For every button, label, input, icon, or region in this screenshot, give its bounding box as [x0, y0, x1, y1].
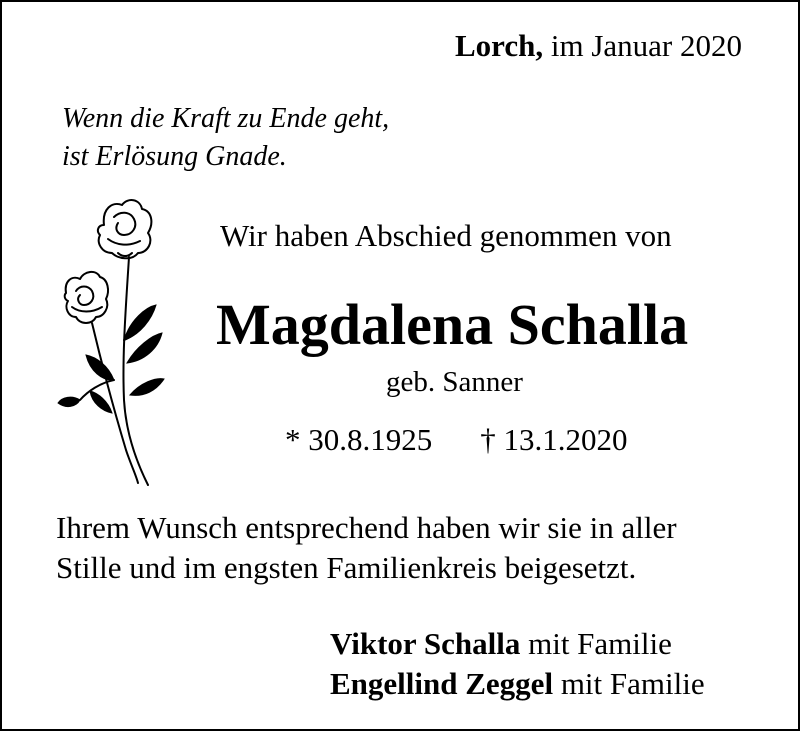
mourner-line [330, 624, 705, 664]
message-line: Stille und im engsten Familienkreis beigesetzt. [56, 550, 637, 585]
motto-quote [62, 100, 389, 176]
mourner-suffix: mit Familie [528, 626, 672, 661]
place-date-line [455, 26, 742, 66]
burial-message [56, 508, 677, 588]
notice-date: im Januar 2020 [550, 28, 742, 63]
rose-icon [52, 195, 172, 495]
intro-text: Wir haben Abschied genommen von [220, 218, 672, 253]
place-name: Lorch, [454, 28, 544, 63]
birth-date: * 30.8.1925 [285, 422, 433, 457]
motto-line: ist Erlösung Gnade. [62, 141, 287, 172]
mourner-name: Engellind Zeggel [330, 666, 554, 701]
mourner-name: Viktor Schalla [330, 626, 521, 661]
mourner-suffix: mit Familie [560, 666, 705, 701]
mourner-line [330, 664, 705, 704]
death-date: † 13.1.2020 [480, 422, 628, 457]
deceased-name: Magdalena Schalla [216, 292, 689, 357]
message-line: Ihrem Wunsch entsprechend haben wir sie in aller [56, 510, 677, 545]
mourners-list [330, 624, 705, 704]
motto-line: Wenn die Kraft zu Ende geht, [62, 103, 390, 134]
life-dates [285, 420, 628, 460]
maiden-name: geb. Sanner [386, 366, 523, 398]
